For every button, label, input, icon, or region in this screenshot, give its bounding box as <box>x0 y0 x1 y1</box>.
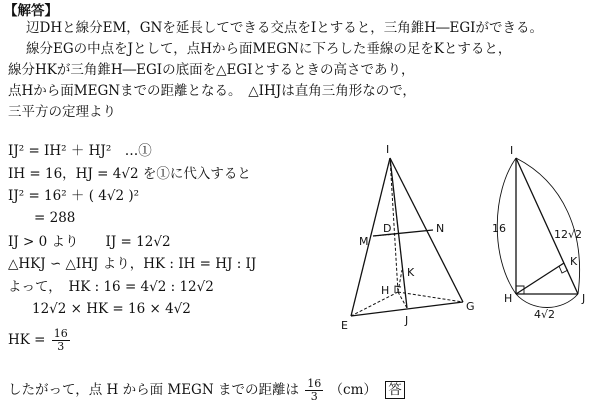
conclusion-denominator: 3 <box>310 390 318 403</box>
hk-fraction <box>52 328 70 353</box>
edge-hg-hidden <box>398 292 463 302</box>
paragraph-line-4: 点Hから面MEGNまでの距離となる。 △IHJは直角三角形なので， <box>8 83 416 99</box>
equation-7: 12√2 × HK = 16 × 4√2 <box>32 301 191 317</box>
label-j: J <box>405 314 409 327</box>
equation-1: IJ² = IH² ＋ HJ² …① <box>8 143 152 159</box>
length-ij: 12√2 <box>554 228 583 241</box>
segment-hk <box>516 263 564 294</box>
equation-4: = 288 <box>34 210 76 226</box>
paragraph-line-1: 辺DHと線分EM，GNを延長してできる交点をIとすると，三角錐H―EGIができる。 <box>26 20 543 36</box>
label-i: I <box>510 144 514 157</box>
edge-mn <box>373 230 433 236</box>
conclusion-fraction <box>305 378 323 403</box>
label-e: E <box>341 319 348 332</box>
hk-denominator: 3 <box>57 340 65 353</box>
hk-lhs: HK = <box>8 332 46 348</box>
brace-hj <box>516 294 578 308</box>
conclusion <box>8 378 405 403</box>
label-m: M <box>359 235 369 248</box>
paragraph-line-5: 三平方の定理より <box>8 104 116 120</box>
label-n: N <box>436 222 445 235</box>
label-h: H <box>381 284 390 297</box>
answer-mark: 答 <box>385 381 405 399</box>
equation-3: IJ² = 16² ＋ ( 4√2 )² <box>8 188 140 204</box>
label-k: K <box>570 255 578 268</box>
edge-he-hidden <box>351 292 398 316</box>
label-d: D <box>383 222 392 235</box>
label-g: G <box>466 300 475 313</box>
conclusion-unit: （cm） <box>329 382 377 398</box>
paragraph-line-3: 線分HKが三角錐H―EGIの底面を△EGIとするときの高さであり， <box>8 62 415 78</box>
label-h: H <box>504 292 513 305</box>
pyramid-figure <box>335 142 485 338</box>
paragraph-line-2: 線分EGの中点をJとして，点Hから面MEGNに下ろした垂線の足をKとすると， <box>26 41 512 57</box>
equation-2: IH = 16，HJ = 4√2 を①に代入すると <box>8 166 251 182</box>
conclusion-text: したがって，点 H から面 MEGN までの距離は <box>8 382 299 398</box>
right-triangle-figure <box>488 142 596 324</box>
hk-result <box>8 328 72 353</box>
label-i: I <box>386 143 390 156</box>
equation-5: IJ > 0 より IJ = 12√2 <box>8 234 171 250</box>
similarity-statement: △HKJ ∽ △IHJ より，HK : IH = HJ : IJ <box>8 256 257 272</box>
answer-header: 【解答】 <box>4 3 58 19</box>
label-j: J <box>582 292 586 305</box>
equation-6: よって， HK : 16 = 4√2 : 12√2 <box>8 279 214 295</box>
length-ih: 16 <box>492 222 506 235</box>
label-k: K <box>407 266 415 279</box>
length-hj: 4√2 <box>534 308 556 321</box>
conclusion-numerator: 16 <box>307 377 322 390</box>
edge-hk-hidden <box>398 270 402 292</box>
hk-numerator: 16 <box>53 327 68 340</box>
